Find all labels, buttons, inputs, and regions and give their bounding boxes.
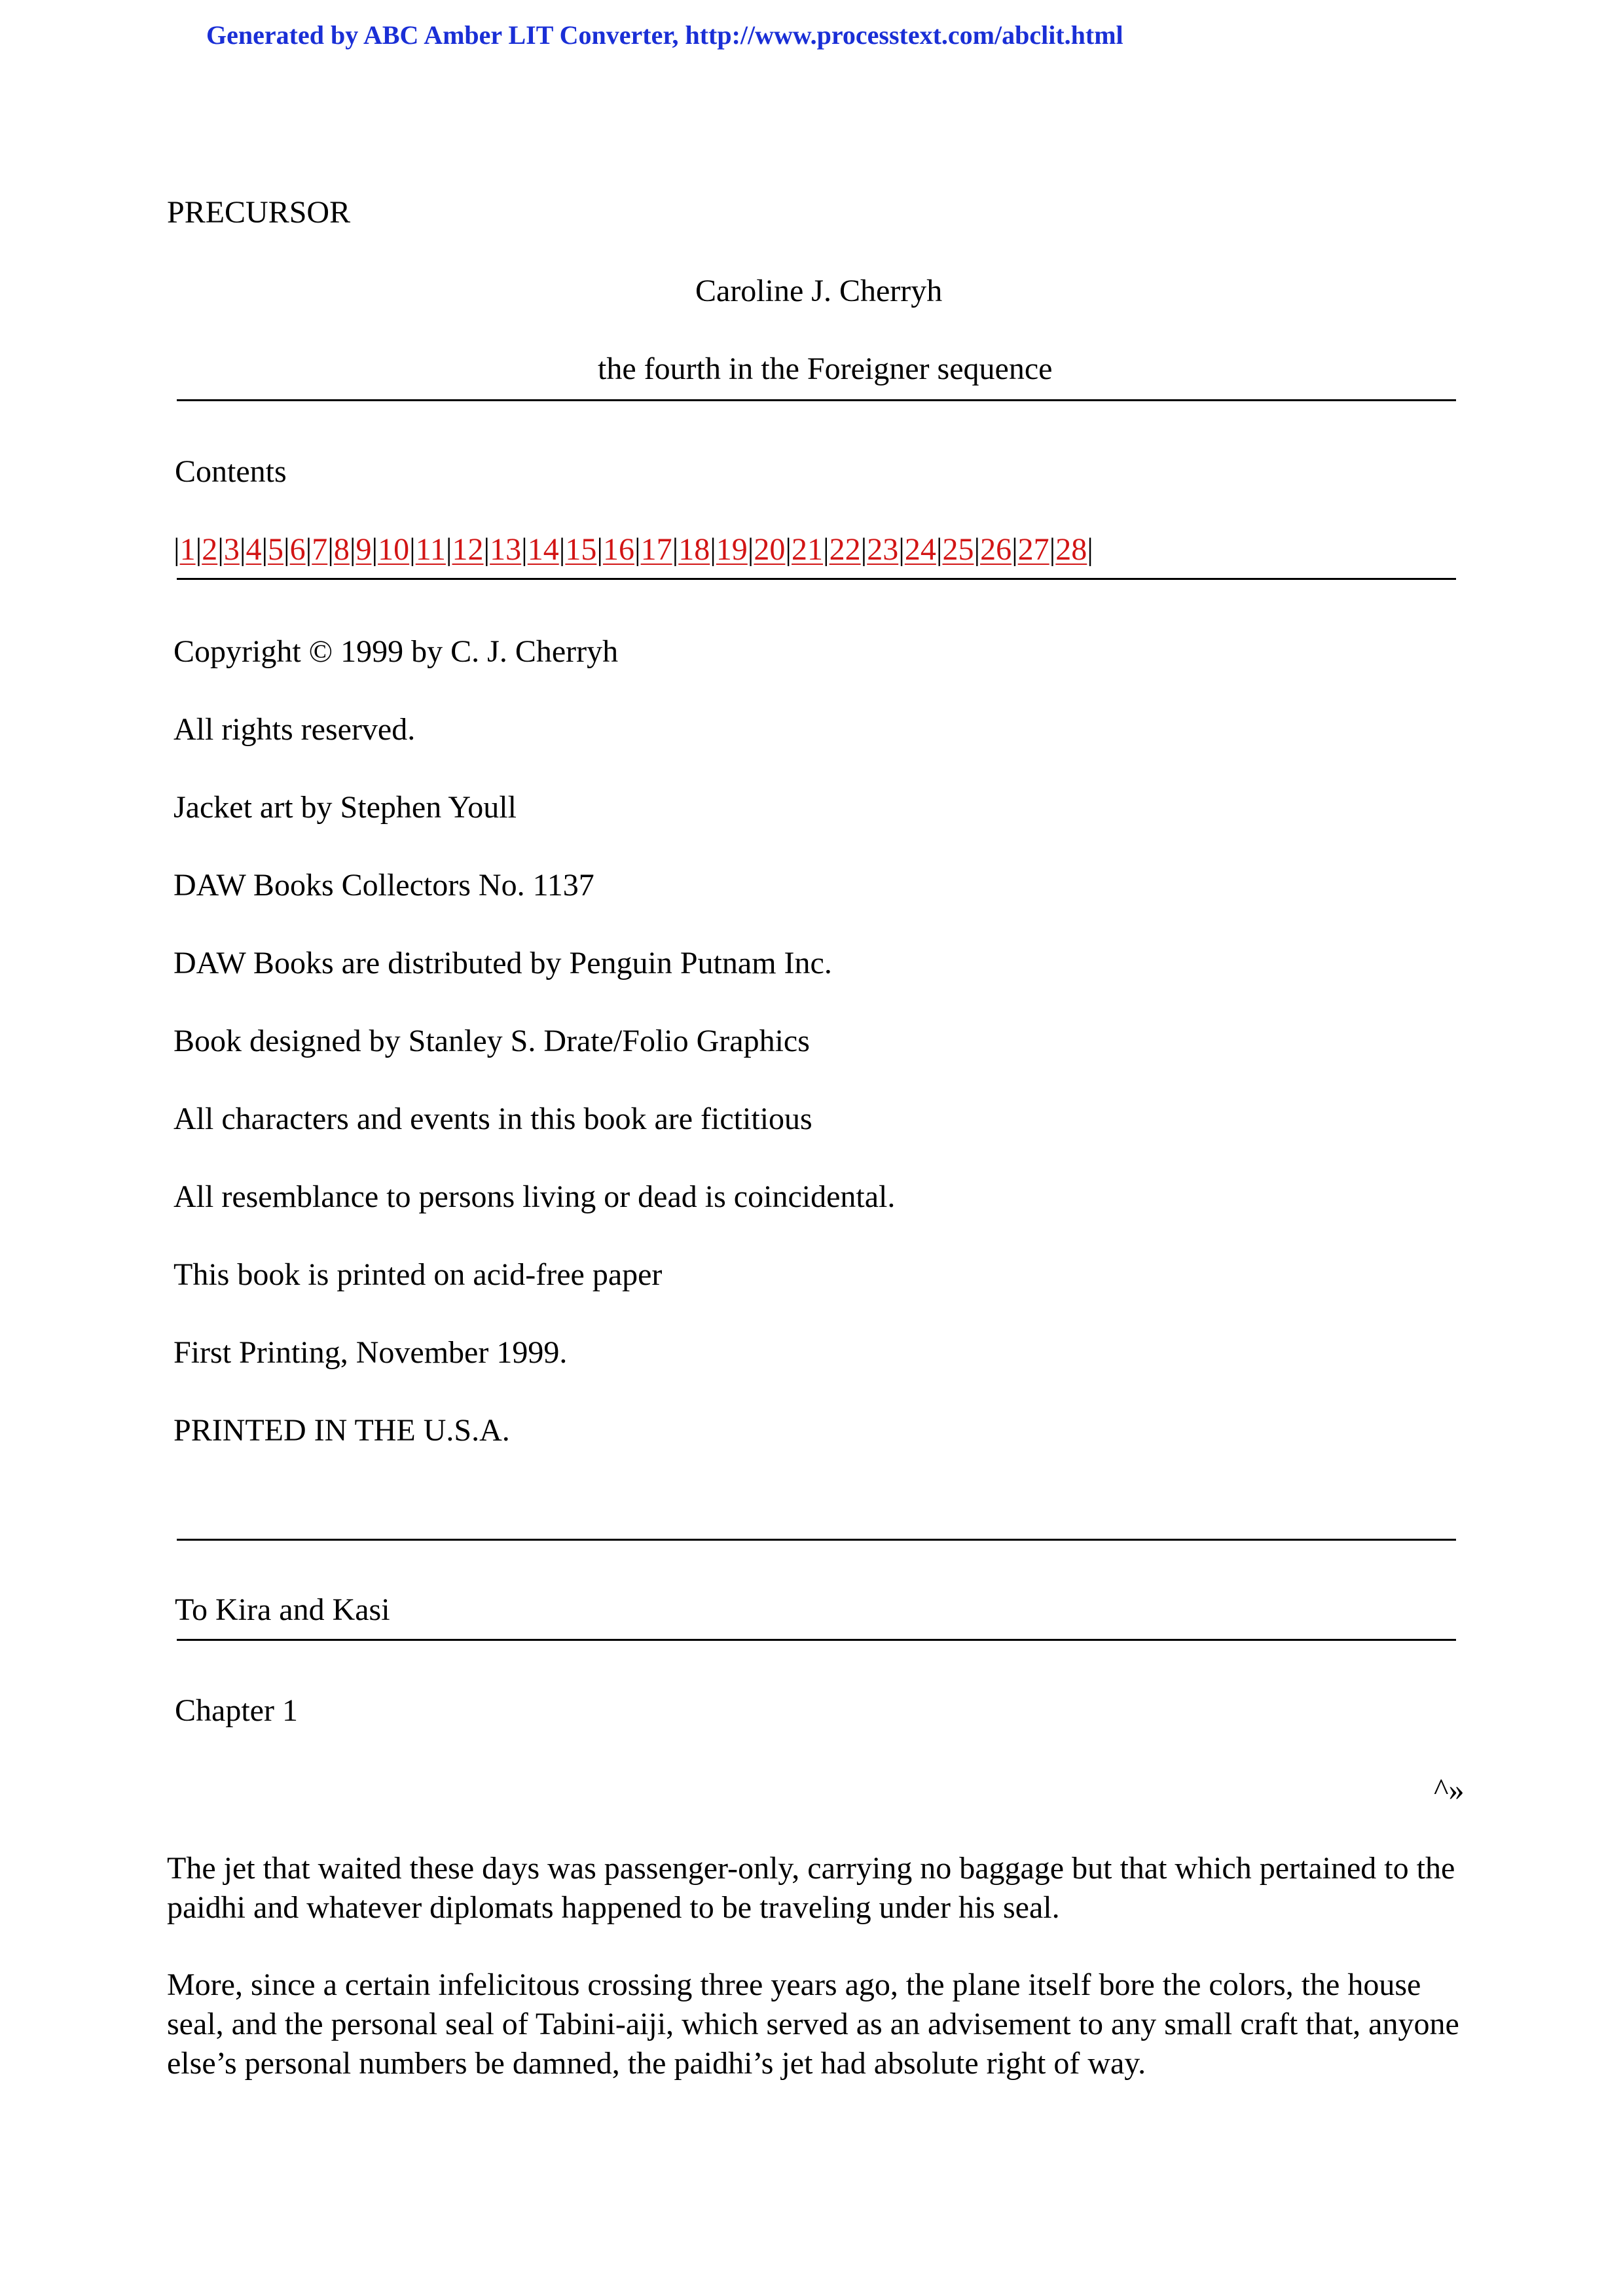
chapter-link[interactable]: 3 <box>223 532 240 567</box>
chapter-link[interactable]: 2 <box>202 532 218 567</box>
link-separator: | <box>898 532 905 567</box>
copyright-line: DAW Books Collectors No. 1137 <box>173 868 594 903</box>
copyright-line: DAW Books are distributed by Penguin Putnam Inc. <box>173 946 832 980</box>
link-separator: | <box>521 532 528 567</box>
link-separator: | <box>974 532 981 567</box>
chapter-link[interactable]: 24 <box>904 532 936 567</box>
chapter-link[interactable]: 4 <box>246 532 262 567</box>
chapter-link[interactable]: 17 <box>640 532 672 567</box>
chapter-link[interactable]: 6 <box>289 532 306 567</box>
chapter-link[interactable]: 16 <box>602 532 634 567</box>
link-separator: | <box>349 532 356 567</box>
copyright-line: All rights reserved. <box>173 712 416 747</box>
copyright-line: All characters and events in this book are fictitious <box>173 1102 812 1136</box>
link-separator: | <box>785 532 792 567</box>
link-separator: | <box>634 532 641 567</box>
chapter-link[interactable]: 5 <box>268 532 284 567</box>
chapter-link[interactable]: 28 <box>1055 532 1087 567</box>
converter-banner: Generated by ABC Amber LIT Converter, http://www.processtext.com/abclit.html <box>206 20 1123 50</box>
divider <box>177 399 1456 401</box>
body-paragraph: More, since a certain infelicitous crossing three years ago, the plane itself bore the colors, the house seal, and the personal seal of Tabini-aiji, which served as an advisement to any small craft that, anyone else’s personal numbers be damned, the paidhi’s jet had absolute right of way. <box>167 1967 1459 2081</box>
contents-heading: Contents <box>175 454 287 489</box>
chapter-link[interactable]: 7 <box>312 532 328 567</box>
chapter-link[interactable]: 11 <box>415 532 446 567</box>
series-subtitle: the fourth in the Foreigner sequence <box>598 351 1053 386</box>
divider <box>177 1539 1456 1541</box>
link-separator: | <box>283 532 290 567</box>
divider <box>177 1639 1456 1641</box>
link-separator: | <box>261 532 268 567</box>
copyright-line: All resemblance to persons living or dead is coincidental. <box>173 1179 896 1214</box>
copyright-line: Jacket art by Stephen Youll <box>173 790 517 825</box>
chapter-link[interactable]: 22 <box>829 532 861 567</box>
chapter-link[interactable]: 18 <box>678 532 710 567</box>
link-separator: | <box>239 532 246 567</box>
copyright-line: Book designed by Stanley S. Drate/Folio Graphics <box>173 1024 810 1058</box>
link-separator: | <box>173 532 180 567</box>
link-separator: | <box>823 532 830 567</box>
link-separator: | <box>371 532 378 567</box>
chapter-link-list <box>173 531 1093 567</box>
chapter-heading: Chapter 1 <box>175 1693 298 1728</box>
link-separator: | <box>1087 532 1093 567</box>
chapter-link[interactable]: 13 <box>490 532 522 567</box>
link-separator: | <box>445 532 452 567</box>
chapter-link[interactable]: 14 <box>527 532 559 567</box>
book-title: PRECURSOR <box>167 195 351 230</box>
chapter-link[interactable]: 21 <box>792 532 824 567</box>
link-separator: | <box>409 532 416 567</box>
link-separator: | <box>1049 532 1056 567</box>
copyright-line: First Printing, November 1999. <box>173 1335 568 1370</box>
link-separator: | <box>483 532 490 567</box>
chapter-link[interactable]: 8 <box>333 532 350 567</box>
chapter-link[interactable]: 20 <box>754 532 786 567</box>
chapter-link[interactable]: 9 <box>356 532 372 567</box>
link-separator: | <box>305 532 312 567</box>
copyright-line: PRINTED IN THE U.S.A. <box>173 1413 510 1448</box>
chapter-link[interactable]: 19 <box>716 532 748 567</box>
body-paragraph: The jet that waited these days was passenger-only, carrying no baggage but that which pertained to the paidhi and whatever diplomats happened to be traveling under his seal. <box>167 1851 1455 1925</box>
chapter-link[interactable]: 23 <box>867 532 899 567</box>
chapter-link[interactable]: 10 <box>378 532 410 567</box>
link-separator: | <box>327 532 334 567</box>
author-name: Caroline J. Cherryh <box>695 274 943 308</box>
link-separator: | <box>217 532 224 567</box>
chapter-link[interactable]: 1 <box>179 532 196 567</box>
top-next-nav-link[interactable]: ^» <box>1434 1772 1465 1807</box>
chapter-link[interactable]: 27 <box>1017 532 1049 567</box>
chapter-link[interactable]: 25 <box>942 532 974 567</box>
chapter-link[interactable]: 15 <box>565 532 597 567</box>
copyright-line: This book is printed on acid-free paper <box>173 1257 663 1292</box>
link-separator: | <box>936 532 943 567</box>
chapter-link[interactable]: 12 <box>452 532 484 567</box>
link-separator: | <box>558 532 566 567</box>
chapter-link[interactable]: 26 <box>980 532 1012 567</box>
link-separator: | <box>747 532 754 567</box>
link-separator: | <box>195 532 202 567</box>
link-separator: | <box>710 532 716 567</box>
copyright-line: Copyright © 1999 by C. J. Cherryh <box>173 634 619 669</box>
link-separator: | <box>1012 532 1018 567</box>
divider <box>177 578 1456 580</box>
link-separator: | <box>596 532 603 567</box>
link-separator: | <box>672 532 679 567</box>
link-separator: | <box>860 532 867 567</box>
dedication: To Kira and Kasi <box>175 1592 390 1627</box>
